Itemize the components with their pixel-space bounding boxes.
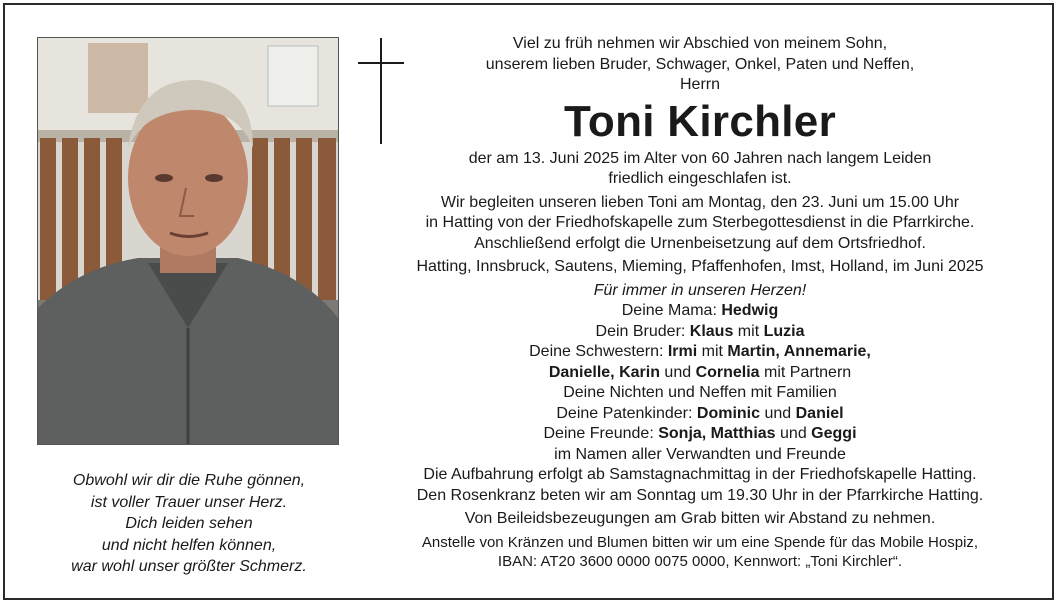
donation-line: Anstelle von Kränzen und Blumen bitten wir um eine Spende für das Mobile Hospiz, (421, 533, 979, 551)
poem (30, 470, 348, 578)
family-mama: Deine Mama: Hedwig (621, 302, 779, 319)
family-freunde: Deine Freunde: Sonja, Matthias und Geggi (543, 425, 857, 442)
funeral-line: Anschließend erfolgt die Urnenbeisetzung auf dem Ortsfriedhof. (474, 234, 926, 252)
poem-line: Dich leiden sehen (125, 515, 253, 532)
notice-text (370, 34, 1030, 572)
condolence-line: Von Beileidsbezeugungen am Grab bitten wir Abstand zu nehmen. (464, 510, 936, 527)
death-line: der am 13. Juni 2025 im Alter von 60 Jahren nach langem Leiden (468, 149, 932, 167)
family-nichten: Deine Nichten und Neffen mit Familien (563, 384, 837, 401)
motto: Für immer in unseren Herzen! (593, 281, 807, 299)
donation-line: IBAN: AT20 3600 0000 0075 0000, Kennwort: „Toni Kirchler“. (497, 553, 903, 570)
notice-line: Den Rosenkranz beten wir am Sonntag um 19.30 Uhr in der Pfarrkirche Hatting. (416, 486, 984, 504)
notice-line: Die Aufbahrung erfolgt ab Samstagnachmittag in der Friedhofskapelle Hatting. (423, 466, 977, 483)
portrait-photo (37, 37, 339, 445)
intro-line: unserem lieben Bruder, Schwager, Onkel, Paten und Neffen, (485, 55, 915, 73)
poem-line: war wohl unser größter Schmerz. (71, 558, 307, 575)
deceased-name: Toni Kirchler (563, 96, 836, 146)
death-line: friedlich eingeschlafen ist. (608, 170, 792, 187)
family-schwestern: Deine Schwestern: Irmi mit Martin, Annemarie, (529, 343, 871, 360)
poem-line: Obwohl wir dir die Ruhe gönnen, (72, 472, 306, 489)
funeral-line: in Hatting von der Friedhofskapelle zum Sterbegottesdienst in die Pfarrkirche. (425, 214, 975, 231)
poem-line: und nicht helfen können, (101, 536, 277, 554)
family-patenkinder: Deine Patenkinder: Dominic und Daniel (556, 404, 844, 422)
poem-line: ist voller Trauer unser Herz. (90, 493, 288, 511)
family-verwandte: im Namen aller Verwandten und Freunde (554, 445, 846, 463)
family-schwestern-cont: Danielle, Karin und Cornelia mit Partnern (548, 363, 852, 381)
intro-line: Herrn (679, 76, 720, 93)
funeral-line: Wir begleiten unseren lieben Toni am Montag, den 23. Juni um 15.00 Uhr (440, 193, 960, 211)
family-bruder: Dein Bruder: Klaus mit Luzia (595, 322, 805, 340)
place-date: Hatting, Innsbruck, Sautens, Mieming, Pfaffenhofen, Imst, Holland, im Juni 2025 (416, 258, 984, 275)
intro-line: Viel zu früh nehmen wir Abschied von meinem Sohn, (512, 35, 888, 52)
